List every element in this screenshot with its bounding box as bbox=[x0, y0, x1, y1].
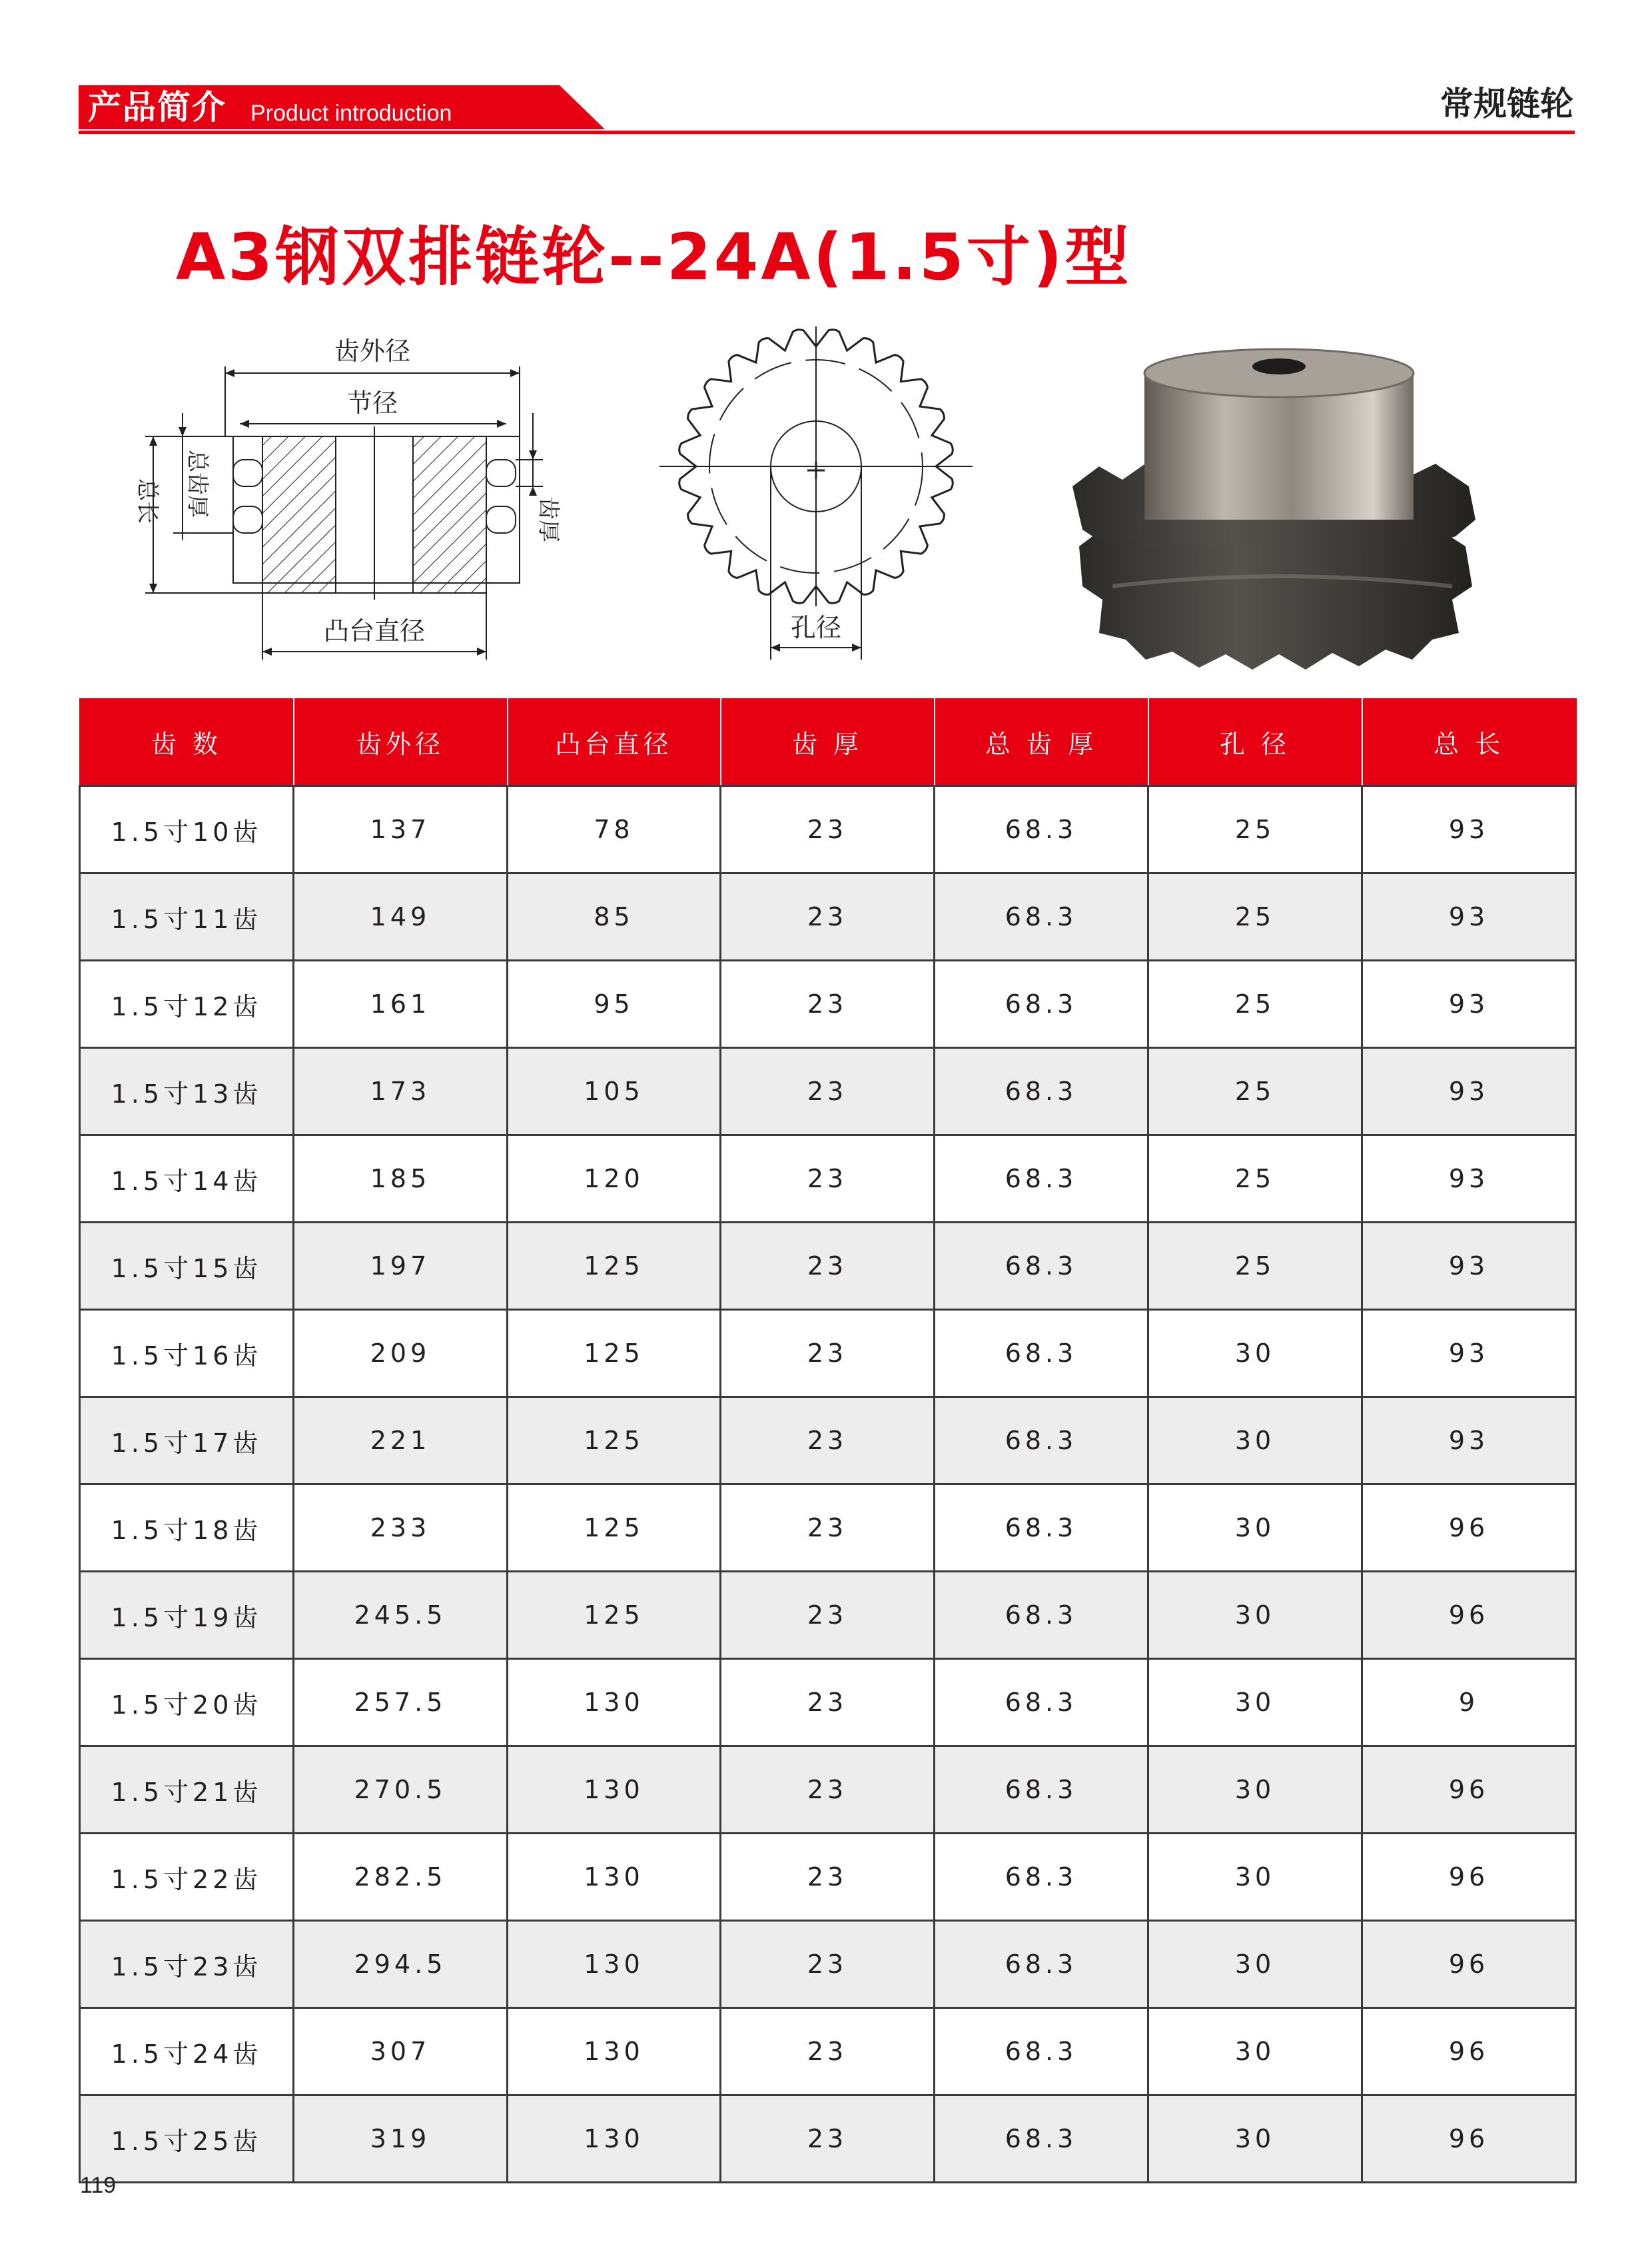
table-row bbox=[80, 961, 1576, 1048]
table-cell: 68.3 bbox=[935, 1921, 1148, 2008]
table-cell: 221 bbox=[294, 1397, 508, 1484]
table-cell: 93 bbox=[1362, 1048, 1576, 1135]
table-cell: 209 bbox=[294, 1310, 508, 1397]
section-title-cn: 产品简介 bbox=[88, 88, 226, 127]
table-cell: 1.5寸23齿 bbox=[80, 1921, 294, 2008]
table-cell: 96 bbox=[1362, 1921, 1576, 2008]
table-cell: 23 bbox=[721, 1135, 935, 1223]
section-title-en: Product introduction bbox=[250, 101, 452, 126]
table-cell: 9 bbox=[1362, 1659, 1576, 1746]
table-cell: 1.5寸11齿 bbox=[80, 873, 294, 961]
table-header-row bbox=[80, 698, 1576, 786]
table-cell: 1.5寸18齿 bbox=[80, 1484, 294, 1572]
table-cell: 96 bbox=[1362, 1484, 1576, 1572]
table-cell: 68.3 bbox=[935, 1310, 1148, 1397]
spec-table bbox=[79, 698, 1577, 2183]
column-header: 凸台直径 bbox=[508, 698, 721, 786]
table-cell: 125 bbox=[508, 1484, 721, 1572]
table-cell: 23 bbox=[721, 1834, 935, 1921]
table-row bbox=[80, 1572, 1576, 1659]
table-cell: 23 bbox=[721, 1746, 935, 1834]
table-row bbox=[80, 786, 1576, 873]
label-tooth-thickness: 齿厚 bbox=[535, 497, 562, 542]
table-cell: 23 bbox=[721, 1310, 935, 1397]
table-cell: 96 bbox=[1362, 1746, 1576, 1834]
table-cell: 130 bbox=[508, 1746, 721, 1834]
table-cell: 1.5寸12齿 bbox=[80, 961, 294, 1048]
product-photo bbox=[1066, 346, 1492, 680]
table-cell: 30 bbox=[1148, 2008, 1362, 2095]
category-label: 常规链轮 bbox=[1440, 85, 1573, 123]
table-row bbox=[80, 1310, 1576, 1397]
table-row bbox=[80, 1135, 1576, 1223]
table-cell: 125 bbox=[508, 1310, 721, 1397]
table-cell: 68.3 bbox=[935, 1397, 1148, 1484]
table-cell: 130 bbox=[508, 1659, 721, 1746]
table-cell: 149 bbox=[294, 873, 508, 961]
table-row bbox=[80, 1834, 1576, 1921]
table-cell: 23 bbox=[721, 1048, 935, 1135]
column-header: 齿 厚 bbox=[721, 698, 935, 786]
table-row bbox=[80, 1921, 1576, 2008]
table-cell: 1.5寸24齿 bbox=[80, 2008, 294, 2095]
table-cell: 68.3 bbox=[935, 2095, 1148, 2183]
table-row bbox=[80, 1659, 1576, 1746]
table-cell: 23 bbox=[721, 2008, 935, 2095]
table-cell: 1.5寸17齿 bbox=[80, 1397, 294, 1484]
table-cell: 1.5寸10齿 bbox=[80, 786, 294, 873]
column-header: 齿 数 bbox=[80, 698, 294, 786]
table-cell: 30 bbox=[1148, 1659, 1362, 1746]
table-cell: 25 bbox=[1148, 1223, 1362, 1310]
table-cell: 30 bbox=[1148, 1397, 1362, 1484]
table-cell: 245.5 bbox=[294, 1572, 508, 1659]
column-header: 孔 径 bbox=[1148, 698, 1362, 786]
table-cell: 137 bbox=[294, 786, 508, 873]
table-cell: 68.3 bbox=[935, 1659, 1148, 1746]
table-cell: 68.3 bbox=[935, 2008, 1148, 2095]
table-cell: 25 bbox=[1148, 786, 1362, 873]
table-cell: 68.3 bbox=[935, 786, 1148, 873]
header-rule bbox=[79, 131, 1575, 134]
table-cell: 120 bbox=[508, 1135, 721, 1223]
table-cell: 30 bbox=[1148, 1484, 1362, 1572]
table-cell: 93 bbox=[1362, 1135, 1576, 1223]
table-cell: 23 bbox=[721, 1659, 935, 1746]
table-cell: 25 bbox=[1148, 1135, 1362, 1223]
label-tip-diameter: 齿外径 bbox=[334, 336, 411, 366]
table-cell: 125 bbox=[508, 1572, 721, 1659]
table-cell: 1.5寸14齿 bbox=[80, 1135, 294, 1223]
table-cell: 68.3 bbox=[935, 1048, 1148, 1135]
table-cell: 294.5 bbox=[294, 1921, 508, 2008]
table-cell: 23 bbox=[721, 873, 935, 961]
table-row bbox=[80, 1397, 1576, 1484]
table-cell: 1.5寸15齿 bbox=[80, 1223, 294, 1310]
table-row bbox=[80, 2095, 1576, 2183]
table-cell: 96 bbox=[1362, 1572, 1576, 1659]
table-cell: 68.3 bbox=[935, 961, 1148, 1048]
table-cell: 23 bbox=[721, 1223, 935, 1310]
table-cell: 25 bbox=[1148, 873, 1362, 961]
table-cell: 68.3 bbox=[935, 1746, 1148, 1834]
table-cell: 30 bbox=[1148, 1310, 1362, 1397]
table-cell: 25 bbox=[1148, 961, 1362, 1048]
table-cell: 23 bbox=[721, 786, 935, 873]
table-cell: 319 bbox=[294, 2095, 508, 2183]
table-cell: 30 bbox=[1148, 1834, 1362, 1921]
table-cell: 23 bbox=[721, 1397, 935, 1484]
table-cell: 130 bbox=[508, 2095, 721, 2183]
table-cell: 125 bbox=[508, 1397, 721, 1484]
page-title: A3钢双排链轮--24A(1.5寸)型 bbox=[176, 220, 1132, 294]
table-row bbox=[80, 1484, 1576, 1572]
table-cell: 105 bbox=[508, 1048, 721, 1135]
table-row bbox=[80, 873, 1576, 961]
table-cell: 307 bbox=[294, 2008, 508, 2095]
table-cell: 1.5寸21齿 bbox=[80, 1746, 294, 1834]
table-cell: 68.3 bbox=[935, 873, 1148, 961]
table-cell: 125 bbox=[508, 1223, 721, 1310]
table-row bbox=[80, 1746, 1576, 1834]
table-cell: 1.5寸20齿 bbox=[80, 1659, 294, 1746]
cross-section-diagram bbox=[127, 326, 606, 673]
table-cell: 93 bbox=[1362, 1223, 1576, 1310]
table-cell: 68.3 bbox=[935, 1484, 1148, 1572]
label-total-length: 总长 bbox=[134, 478, 161, 524]
table-cell: 130 bbox=[508, 1834, 721, 1921]
table-cell: 257.5 bbox=[294, 1659, 508, 1746]
table-cell: 161 bbox=[294, 961, 508, 1048]
table-cell: 1.5寸22齿 bbox=[80, 1834, 294, 1921]
table-cell: 197 bbox=[294, 1223, 508, 1310]
table-cell: 173 bbox=[294, 1048, 508, 1135]
table-cell: 68.3 bbox=[935, 1223, 1148, 1310]
table-cell: 1.5寸16齿 bbox=[80, 1310, 294, 1397]
table-cell: 68.3 bbox=[935, 1135, 1148, 1223]
table-cell: 68.3 bbox=[935, 1834, 1148, 1921]
table-cell: 68.3 bbox=[935, 1572, 1148, 1659]
table-cell: 23 bbox=[721, 1921, 935, 2008]
table-cell: 23 bbox=[721, 1572, 935, 1659]
table-cell: 233 bbox=[294, 1484, 508, 1572]
table-cell: 130 bbox=[508, 1921, 721, 2008]
label-bore-diameter: 孔径 bbox=[790, 613, 842, 642]
table-cell: 23 bbox=[721, 1484, 935, 1572]
table-cell: 1.5寸19齿 bbox=[80, 1572, 294, 1659]
table-row bbox=[80, 1223, 1576, 1310]
table-cell: 96 bbox=[1362, 2008, 1576, 2095]
table-cell: 30 bbox=[1148, 1746, 1362, 1834]
column-header: 总 长 bbox=[1362, 698, 1576, 786]
table-row bbox=[80, 2008, 1576, 2095]
column-header: 齿外径 bbox=[294, 698, 508, 786]
table-cell: 96 bbox=[1362, 1834, 1576, 1921]
table-cell: 130 bbox=[508, 2008, 721, 2095]
table-cell: 93 bbox=[1362, 1397, 1576, 1484]
table-cell: 93 bbox=[1362, 873, 1576, 961]
front-view-diagram bbox=[659, 313, 973, 673]
table-cell: 1.5寸13齿 bbox=[80, 1048, 294, 1135]
table-cell: 282.5 bbox=[294, 1834, 508, 1921]
table-cell: 270.5 bbox=[294, 1746, 508, 1834]
table-cell: 30 bbox=[1148, 2095, 1362, 2183]
label-pitch-diameter: 节径 bbox=[346, 388, 398, 418]
table-row bbox=[80, 1048, 1576, 1135]
table-cell: 23 bbox=[721, 2095, 935, 2183]
table-cell: 85 bbox=[508, 873, 721, 961]
table-cell: 95 bbox=[508, 961, 721, 1048]
page-number: 119 bbox=[80, 2173, 117, 2198]
table-cell: 93 bbox=[1362, 1310, 1576, 1397]
table-cell: 93 bbox=[1362, 786, 1576, 873]
table-cell: 185 bbox=[294, 1135, 508, 1223]
table-cell: 30 bbox=[1148, 1572, 1362, 1659]
table-cell: 30 bbox=[1148, 1921, 1362, 2008]
table-cell: 78 bbox=[508, 786, 721, 873]
table-cell: 1.5寸25齿 bbox=[80, 2095, 294, 2183]
table-cell: 23 bbox=[721, 961, 935, 1048]
label-total-tooth-thickness: 总齿厚 bbox=[184, 450, 210, 518]
label-hub-diameter: 凸台直径 bbox=[323, 616, 426, 646]
table-cell: 25 bbox=[1148, 1048, 1362, 1135]
table-cell: 96 bbox=[1362, 2095, 1576, 2183]
table-cell: 93 bbox=[1362, 961, 1576, 1048]
column-header: 总 齿 厚 bbox=[935, 698, 1148, 786]
